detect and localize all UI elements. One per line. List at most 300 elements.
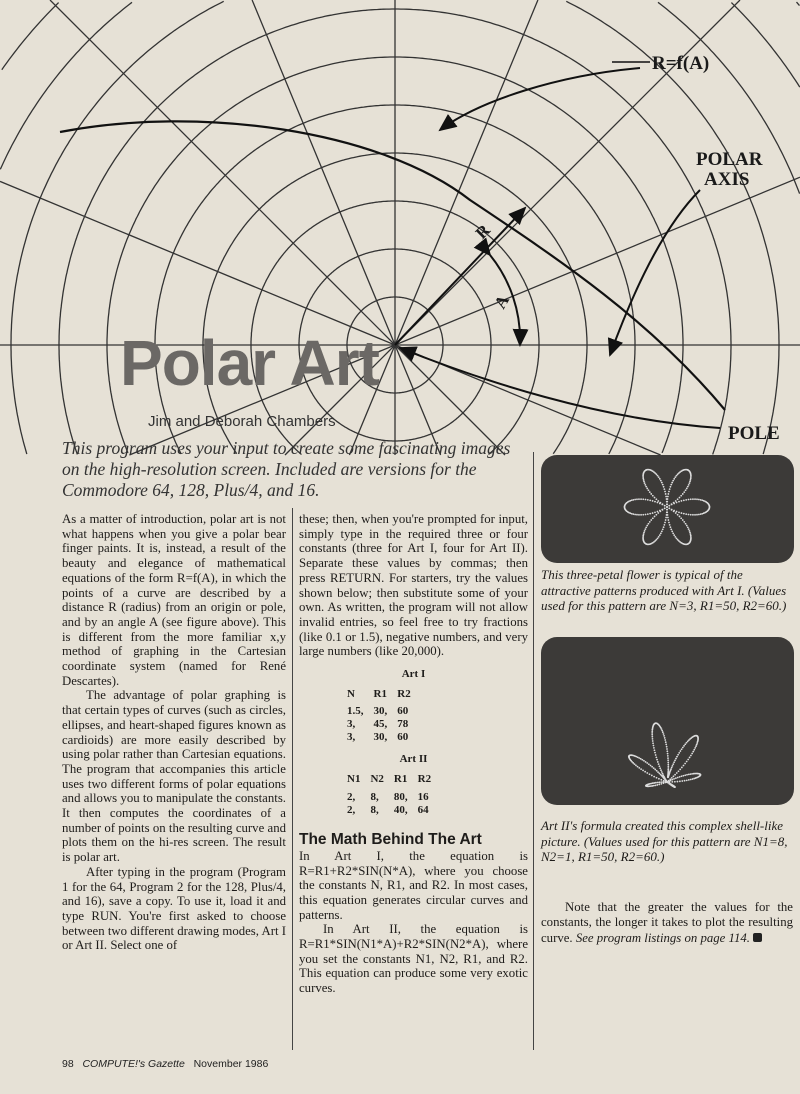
- plot-dot: [649, 521, 651, 523]
- art2-table-caption: Art II: [399, 753, 428, 766]
- plot-dot: [676, 511, 678, 513]
- plot-dot: [701, 499, 703, 501]
- plot-dot: [651, 730, 653, 732]
- plot-dot: [663, 526, 665, 528]
- plot-dot: [700, 513, 702, 515]
- plot-dot: [692, 778, 694, 780]
- plot-dot: [690, 755, 692, 757]
- plot-dot: [644, 530, 646, 532]
- plot-dot: [641, 759, 643, 761]
- plot-dot: [696, 498, 698, 500]
- plot-dot: [700, 499, 702, 501]
- plot-dot: [677, 781, 679, 783]
- plot-dot: [654, 516, 656, 518]
- plot-dot: [692, 514, 694, 516]
- plot-dot: [646, 488, 648, 490]
- plot-dot: [663, 524, 665, 526]
- plot-dot: [660, 779, 662, 781]
- table-row: 3, 45, 78: [347, 718, 409, 731]
- plot-dot: [663, 488, 665, 490]
- screenshot-three-petal-flower: [541, 455, 794, 563]
- plot-dot: [655, 498, 657, 500]
- plot-dot: [682, 747, 684, 749]
- plot-dot: [665, 741, 667, 743]
- plot-dot: [671, 503, 673, 505]
- plot-dot: [692, 498, 694, 500]
- plot-dot: [665, 519, 667, 521]
- plot-dot: [634, 499, 636, 501]
- plot-dot: [674, 536, 676, 538]
- plot-dot: [655, 782, 657, 784]
- plot-dot: [640, 498, 642, 500]
- plot-dot: [686, 774, 688, 776]
- plot-dot: [631, 513, 633, 515]
- plot-dot: [698, 514, 700, 516]
- plot-dot: [636, 498, 638, 500]
- plot-dot: [652, 512, 654, 514]
- plot-dot: [685, 499, 687, 501]
- plot-dot: [673, 778, 675, 780]
- plot-dot: [661, 531, 663, 533]
- polar-axis-label-2: AXIS: [704, 169, 750, 190]
- plot-dot: [670, 528, 672, 530]
- curve-arrow: [440, 68, 640, 130]
- table-row: 2, 8, 40, 64: [347, 803, 429, 816]
- grid-circle: [731, 3, 799, 88]
- art1-table: [347, 686, 421, 745]
- plot-dot: [658, 536, 660, 538]
- plot-dot: [645, 514, 647, 516]
- plot-dot: [667, 765, 669, 767]
- plot-dot: [696, 514, 698, 516]
- art2-table: [347, 771, 441, 817]
- plot-dot: [688, 528, 690, 530]
- plot-dot: [646, 772, 648, 774]
- caption-1: This three-petal flower is typical of the attractive patterns produced with Art I. (Values used for this pattern are N=3, R1=50, R2=60.): [541, 567, 787, 613]
- plot-dot: [683, 765, 685, 767]
- plot-dot: [648, 763, 650, 765]
- plot-dot: [648, 523, 650, 525]
- plot-dot: [652, 740, 654, 742]
- plot-dot: [659, 511, 661, 513]
- plot-dot: [663, 733, 665, 735]
- column-divider: [533, 452, 534, 1050]
- plot-dot: [671, 509, 673, 511]
- plot-dot: [678, 501, 680, 503]
- plot-dot: [647, 513, 649, 515]
- grid-ray: [395, 0, 740, 345]
- plot-dot: [681, 748, 683, 750]
- grid-ray: [50, 0, 395, 345]
- plot-dot: [654, 511, 656, 513]
- table-row: 1.5, 30, 60: [347, 705, 409, 718]
- column-2: [299, 512, 528, 996]
- paragraph: these; then, when you're prompted for input, simply type in the required three or four constants (three for Art I, four for Art II). Separate these values by commas; then press RETURN. For starters, try the values shown below; then substitute some of your own. As written, the program will not allow invalid entries, so feel free to try fractions (like 0.1 or 1.5), negative numbers, and very large numbers (like 20,000).: [299, 512, 528, 659]
- plot-dot: [683, 521, 685, 523]
- intro-deck: This program uses your input to create some fascinating images on the high-resolution screen. Included are versions for the Commodore 64, 128, Plus/4, and 16.: [62, 438, 511, 500]
- plot-dot: [676, 756, 678, 758]
- plot-dot: [674, 774, 676, 776]
- plot-dot: [682, 775, 684, 777]
- plot-dot: [655, 514, 657, 516]
- plot-dot: [671, 531, 673, 533]
- plot-dot: [690, 479, 692, 481]
- plot-dot: [649, 491, 651, 493]
- plot-dot: [677, 754, 679, 756]
- plot-dot: [667, 514, 669, 516]
- plot-dot: [651, 736, 653, 738]
- plot-dot: [660, 781, 662, 783]
- plot-dot: [666, 750, 668, 752]
- plot-dot: [683, 745, 685, 747]
- plot-dot: [691, 753, 693, 755]
- plot-dot: [648, 489, 650, 491]
- header: N2: [370, 773, 384, 786]
- plot-dot: [651, 775, 653, 777]
- plot-dot: [694, 747, 696, 749]
- plot-dot: [667, 759, 669, 761]
- plot-dot: [654, 501, 656, 503]
- plot-dot: [651, 734, 653, 736]
- plot-dot: [680, 495, 682, 497]
- plot-dot: [659, 534, 661, 536]
- grid-ray: [395, 0, 538, 345]
- plot-dot: [679, 780, 681, 782]
- plot-dot: [650, 765, 652, 767]
- plot-dot: [671, 779, 673, 781]
- plot-dot: [673, 510, 675, 512]
- plot-dot: [672, 765, 674, 767]
- plot-dot: [662, 509, 664, 511]
- plot-dot: [650, 493, 652, 495]
- plot-dot: [662, 484, 664, 486]
- plot-dot: [677, 777, 679, 779]
- plot-dot: [643, 479, 645, 481]
- plot-dot: [690, 498, 692, 500]
- plot-dot: [656, 777, 658, 779]
- plot-dot: [667, 493, 669, 495]
- plot-dot: [649, 513, 651, 515]
- plot-dot: [667, 753, 669, 755]
- plot-dot: [685, 489, 687, 491]
- plot-dot: [645, 761, 647, 763]
- header: N: [347, 687, 355, 700]
- plot-dot: [656, 770, 658, 772]
- plot-dot: [649, 773, 651, 775]
- plot-dot: [664, 507, 666, 509]
- plot-dot: [675, 512, 677, 514]
- plot-dot: [655, 754, 657, 756]
- plot-dot: [661, 482, 663, 484]
- plot-dot: [644, 771, 646, 773]
- article-title: Polar Art: [120, 327, 379, 399]
- plot-dot: [667, 769, 669, 771]
- plot-dot: [664, 491, 666, 493]
- plot-dot: [658, 763, 660, 765]
- pole-arrow: [400, 348, 720, 428]
- plot-dot: [692, 751, 694, 753]
- plot-dot: [653, 785, 655, 787]
- plot-dot: [645, 526, 647, 528]
- plot-dot: [683, 499, 685, 501]
- plot-dot: [671, 767, 673, 769]
- plot-dot: [671, 777, 673, 779]
- grid-circle: [2, 3, 59, 70]
- plot-dot: [658, 765, 660, 767]
- plot-dot: [669, 488, 671, 490]
- plot-dot: [638, 514, 640, 516]
- plot-dot: [671, 781, 673, 783]
- plot-dot: [661, 771, 663, 773]
- screenshot-shell-picture: [541, 637, 794, 805]
- plot-dot: [678, 752, 680, 754]
- table-row: 2, 8, 80, 16: [347, 790, 429, 803]
- plot-dot: [683, 513, 685, 515]
- header: N1: [347, 773, 361, 786]
- plot-dot: [664, 522, 666, 524]
- plot-dot: [680, 517, 682, 519]
- plot-dot: [657, 537, 659, 539]
- plot-dot: [671, 482, 673, 484]
- plot-dot: [685, 523, 687, 525]
- plot-dot: [678, 770, 680, 772]
- plot-dot: [666, 746, 668, 748]
- plot-dot: [640, 768, 642, 770]
- plot-dot: [673, 502, 675, 504]
- magazine-name: COMPUTE!'s Gazette: [82, 1058, 185, 1070]
- plot-dot: [650, 519, 652, 521]
- plot-dot: [657, 512, 659, 514]
- plot-dot: [668, 507, 670, 509]
- plot-dot: [689, 530, 691, 532]
- column-divider: [292, 508, 293, 1050]
- plot-dot: [683, 491, 685, 493]
- plot-dot: [647, 499, 649, 501]
- plot-dot: [674, 781, 676, 783]
- plot-dot: [677, 514, 679, 516]
- plot-dot: [662, 528, 664, 530]
- plot-dot: [662, 731, 664, 733]
- plot-dot: [694, 498, 696, 500]
- plot-dot: [642, 514, 644, 516]
- plot-dot: [656, 759, 658, 761]
- plot-dot: [652, 500, 654, 502]
- three-petal-flower-image: [541, 455, 794, 563]
- plot-dot: [681, 780, 683, 782]
- plot-dot: [668, 780, 670, 782]
- plot-dot: [651, 729, 653, 731]
- plot-dot: [690, 514, 692, 516]
- plot-dot: [676, 502, 678, 504]
- plot-dot: [667, 517, 669, 519]
- plot-dot: [658, 784, 660, 786]
- plot-dot: [659, 478, 661, 480]
- plot-dot: [654, 769, 656, 771]
- plot-dot: [675, 500, 677, 502]
- plot-dot: [686, 525, 688, 527]
- plot-dot: [632, 513, 634, 515]
- plot-dot: [678, 511, 680, 513]
- plot-dot: [665, 496, 667, 498]
- plot-dot: [667, 757, 669, 759]
- plot-dot: [684, 743, 686, 745]
- plot-dot: [676, 475, 678, 477]
- plot-dot: [651, 766, 653, 768]
- plot-dot: [658, 778, 660, 780]
- plot-dot: [673, 478, 675, 480]
- plot-dot: [644, 484, 646, 486]
- plot-dot: [636, 514, 638, 516]
- plot-dot: [644, 482, 646, 484]
- plot-dot: [634, 514, 636, 516]
- plot-dot: [646, 525, 648, 527]
- plot-dot: [652, 517, 654, 519]
- byline: Jim and Deborah Chambers: [148, 413, 336, 430]
- grid-circle: [609, 345, 635, 454]
- plot-dot: [672, 532, 674, 534]
- plot-dot: [679, 497, 681, 499]
- plot-dot: [679, 776, 681, 778]
- plot-dot: [698, 499, 700, 501]
- plot-dot: [642, 477, 644, 479]
- plot-dot: [681, 775, 683, 777]
- art1-table-caption: Art I: [401, 668, 426, 681]
- plot-dot: [661, 504, 663, 506]
- plot-dot: [691, 773, 693, 775]
- plot-dot: [681, 500, 683, 502]
- paragraph: The advantage of polar graphing is that certain types of curves (such as circles, ellipses, and heart-shaped figures known as cardioids) are more easily described by using polar rather than Cartesian equations. The program that accompanies this article uses two different forms of polar equations and allows you to manipulate the constants. It then computes the coordinates of a number of points on the resulting curve and plots them on the hi-res screen. The result is polar art.: [62, 688, 286, 865]
- plot-dot: [666, 781, 668, 783]
- plot-dot: [658, 781, 660, 783]
- plot-dot: [665, 493, 667, 495]
- plot-dot: [655, 756, 657, 758]
- plot-dot: [653, 782, 655, 784]
- plot-dot: [673, 761, 675, 763]
- curve-label: R=f(A): [652, 53, 710, 74]
- plot-dot: [664, 739, 666, 741]
- plot-dot: [663, 782, 665, 784]
- plot-dot: [646, 762, 648, 764]
- plot-dot: [688, 779, 690, 781]
- plot-dot: [689, 481, 691, 483]
- plot-dot: [669, 778, 671, 780]
- plot-dot: [694, 514, 696, 516]
- header: R1: [373, 687, 387, 700]
- plot-dot: [687, 486, 689, 488]
- issue-date: November 1986: [193, 1058, 269, 1070]
- plot-dot: [662, 773, 664, 775]
- plot-dot: [675, 777, 677, 779]
- plot-dot: [643, 532, 645, 534]
- plot-dot: [682, 493, 684, 495]
- pole-label: POLE: [728, 423, 780, 444]
- plot-dot: [673, 775, 675, 777]
- caption-2: Art II's formula created this complex shell-like picture. (Values used for this pattern are N1=8, N2=1, R1=50, R2=60.): [541, 818, 788, 864]
- plot-dot: [667, 767, 669, 769]
- plot-dot: [665, 744, 667, 746]
- plot-dot: [687, 740, 689, 742]
- plot-dot: [660, 532, 662, 534]
- plot-dot: [665, 517, 667, 519]
- plot-dot: [673, 534, 675, 536]
- plot-dot: [666, 503, 668, 505]
- plot-dot: [679, 768, 681, 770]
- plot-dot: [657, 761, 659, 763]
- plot-dot: [660, 769, 662, 771]
- plot-dot: [666, 506, 668, 508]
- plot-dot: [688, 484, 690, 486]
- paragraph: In Art I, the equation is R=R1+R2*SIN(N*A), where you choose the constants N, R1, and R2. In most cases, this equation generates circular curves and patterns.: [299, 848, 528, 922]
- plot-dot: [638, 498, 640, 500]
- header: R2: [397, 687, 411, 700]
- plot-dot: [689, 482, 691, 484]
- plot-dot: [667, 763, 669, 765]
- plot-dot: [672, 480, 674, 482]
- plot-dot: [654, 497, 656, 499]
- plot-dot: [670, 484, 672, 486]
- plot-dot: [658, 476, 660, 478]
- plot-dot: [688, 514, 690, 516]
- plot-dot: [667, 496, 669, 498]
- plot-dot: [672, 763, 674, 765]
- plot-dot: [663, 486, 665, 488]
- plot-dot: [695, 745, 697, 747]
- plot-dot: [654, 752, 656, 754]
- plot-dot: [682, 519, 684, 521]
- plot-dot: [660, 783, 662, 785]
- plot-dot: [693, 749, 695, 751]
- plot-dot: [664, 505, 666, 507]
- radius-label: R: [471, 220, 494, 243]
- plot-dot: [669, 524, 671, 526]
- plot-dot: [642, 770, 644, 772]
- plot-dot: [644, 528, 646, 530]
- plot-dot: [667, 761, 669, 763]
- plot-dot: [635, 764, 637, 766]
- grid-ray: [395, 177, 800, 345]
- plot-dot: [659, 503, 661, 505]
- grid-circle: [553, 345, 587, 454]
- radius-arrow: [395, 208, 525, 345]
- plot-dot: [687, 526, 689, 528]
- plot-dot: [677, 498, 679, 500]
- plot-dot: [655, 784, 657, 786]
- plot-dot: [634, 763, 636, 765]
- plot-dot: [652, 738, 654, 740]
- program-listing-reference: See program listings on page 114.: [575, 930, 750, 945]
- plot-dot: [666, 501, 668, 503]
- angle-label: A: [490, 291, 514, 312]
- plot-dot: [686, 779, 688, 781]
- plot-dot: [666, 509, 668, 511]
- plot-dot: [664, 737, 666, 739]
- plot-dot: [679, 516, 681, 518]
- shell-picture-image: [541, 637, 794, 805]
- plot-dot: [667, 755, 669, 757]
- plot-dot: [638, 767, 640, 769]
- plot-dot: [675, 758, 677, 760]
- plot-dot: [657, 502, 659, 504]
- page-number: 98: [62, 1058, 74, 1070]
- plot-dot: [654, 749, 656, 751]
- grid-ray: [252, 0, 395, 345]
- plot-dot: [643, 760, 645, 762]
- plot-dot: [674, 476, 676, 478]
- plot-dot: [689, 532, 691, 534]
- section-heading: The Math Behind The Art: [299, 830, 482, 848]
- plot-dot: [688, 499, 690, 501]
- plot-dot: [686, 742, 688, 744]
